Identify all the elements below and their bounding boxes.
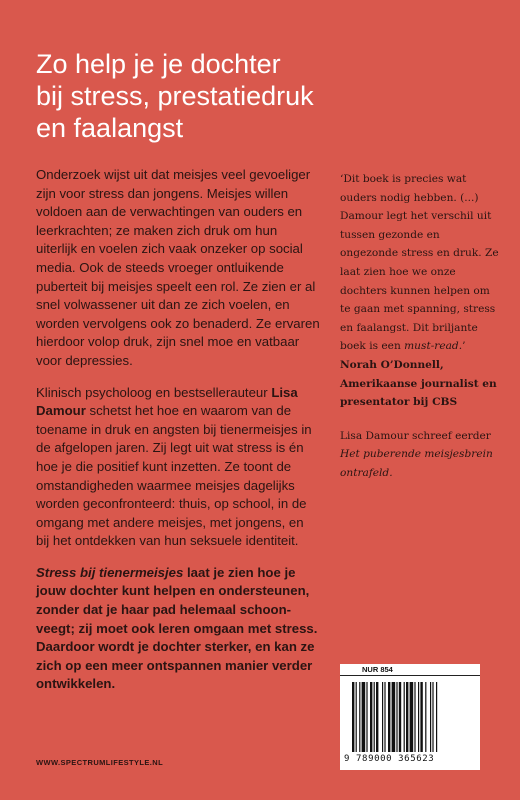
blurb-column: [36, 166, 320, 707]
nur-code: NUR 854: [340, 664, 480, 676]
paragraph-2-intro: Klinisch psycholoog en bestsellerauteur: [36, 384, 272, 400]
barcode-icon: [352, 682, 470, 752]
paragraph-2-body: schetst het hoe en waarom van de toename in druk en angsten bij tienermeisjes in de afgelopen jaren. Zij legt uit wat stress is én hoe je die positief kunt inzetten. Ze toont de omstandigheden waarmee meisjes dagelijks worden geconfronteerd: thuis, op school, in de omgang met andere meisjes, met jongens, en bij het ontdekken van hun seksuele identiteit.: [36, 403, 312, 549]
barcode-stripe: [414, 682, 415, 752]
barcode-stripe: [366, 682, 367, 752]
headline: [36, 48, 476, 144]
barcode-stripe: [406, 682, 408, 752]
quote-emphasis: must-read.: [404, 340, 463, 353]
isbn-number: 9 789000 365623: [344, 754, 435, 764]
blurb-paragraph-1: Onderzoek wijst uit dat meisjes veel gevoeliger zijn voor stress dan jongens. Meisjes willen voldoen aan de verwachtingen van ouders en leerkrachten; ze maken zich druk om hun uiterlijk en voelen zich vaak onzeker op social media. Ook de steeds vroeger ontluikende puberteit bij meisjes speelt een rol. Ze zien er al snel volwassener uit dan ze zich voelen, en worden vervolgens ook zo benaderd. Ze ervaren hierdoor volop druk, zijn snel moe en vatbaar voor depressies.: [36, 167, 320, 368]
review-quote: [340, 170, 500, 356]
barcode-stripe: [418, 682, 419, 752]
blurb-paragraph-3: [36, 564, 320, 694]
barcode-stripe: [396, 682, 397, 752]
previous-book-title: Het puberende meisjesbrein ontrafeld.: [340, 448, 493, 479]
barcode-stripe: [399, 682, 401, 752]
author-name: Lisa Damour: [36, 384, 298, 419]
barcode-stripe: [374, 682, 375, 752]
barcode-stripe: [430, 682, 431, 752]
previous-book: [340, 427, 500, 483]
barcode-stripe: [382, 682, 383, 752]
quote-text: ‘Dit boek is precies wat ouders nodig hebben. (...) Damour legt het verschil uit tussen gezonde en ongezonde stress en druk. Ze laat zien hoe we onze dochters kunnen helpen om te gaan met spanning, stress en faalangst. Dit briljante boek is een: [340, 173, 499, 353]
paragraph-3-body: laat je zien hoe je jouw dochter kunt helpen en ondersteunen, zonder dat je haar pad helemaal schoon-veegt; zij moet ook leren omgaan met stress. Daardoor wordt je dochter sterker, en kan ze zich op een meer ontspannen manier verder ontwikkelen.: [36, 564, 318, 692]
barcode-stripe: [404, 682, 405, 752]
barcode-stripe: [359, 682, 360, 752]
barcode-stripe: [352, 682, 354, 752]
quote-column: [340, 170, 500, 483]
quote-close: ’: [462, 340, 466, 353]
barcode-stripe: [388, 682, 390, 752]
barcode-stripe: [432, 682, 433, 752]
barcode-stripe: [436, 682, 437, 752]
barcode-stripe: [384, 682, 385, 752]
barcode-stripe: [420, 682, 422, 752]
publisher-url: WWW.SPECTRUMLIFESTYLE.NL: [36, 758, 164, 767]
barcode-stripe: [356, 682, 357, 752]
quote-author-role: Amerikaanse journalist en presentator bij CBS: [340, 377, 497, 409]
book-title: Stress bij tienermeisjes: [36, 564, 184, 580]
headline-line-3: en faalangst: [36, 113, 184, 143]
previous-book-intro: Lisa Damour schreef eerder: [340, 429, 491, 442]
barcode-stripe: [370, 682, 372, 752]
blurb-paragraph-2: [36, 384, 320, 551]
headline-line-2: bij stress, prestatiedruk: [36, 81, 314, 111]
headline-line-1: Zo help je je dochter: [36, 49, 281, 79]
barcode-stripe: [392, 682, 396, 752]
barcode-stripe: [425, 682, 426, 752]
barcode-stripe: [362, 682, 366, 752]
quote-author-name: Norah O’Donnell,: [340, 358, 444, 371]
barcode-stripe: [410, 682, 414, 752]
barcode-stripe: [376, 682, 378, 752]
